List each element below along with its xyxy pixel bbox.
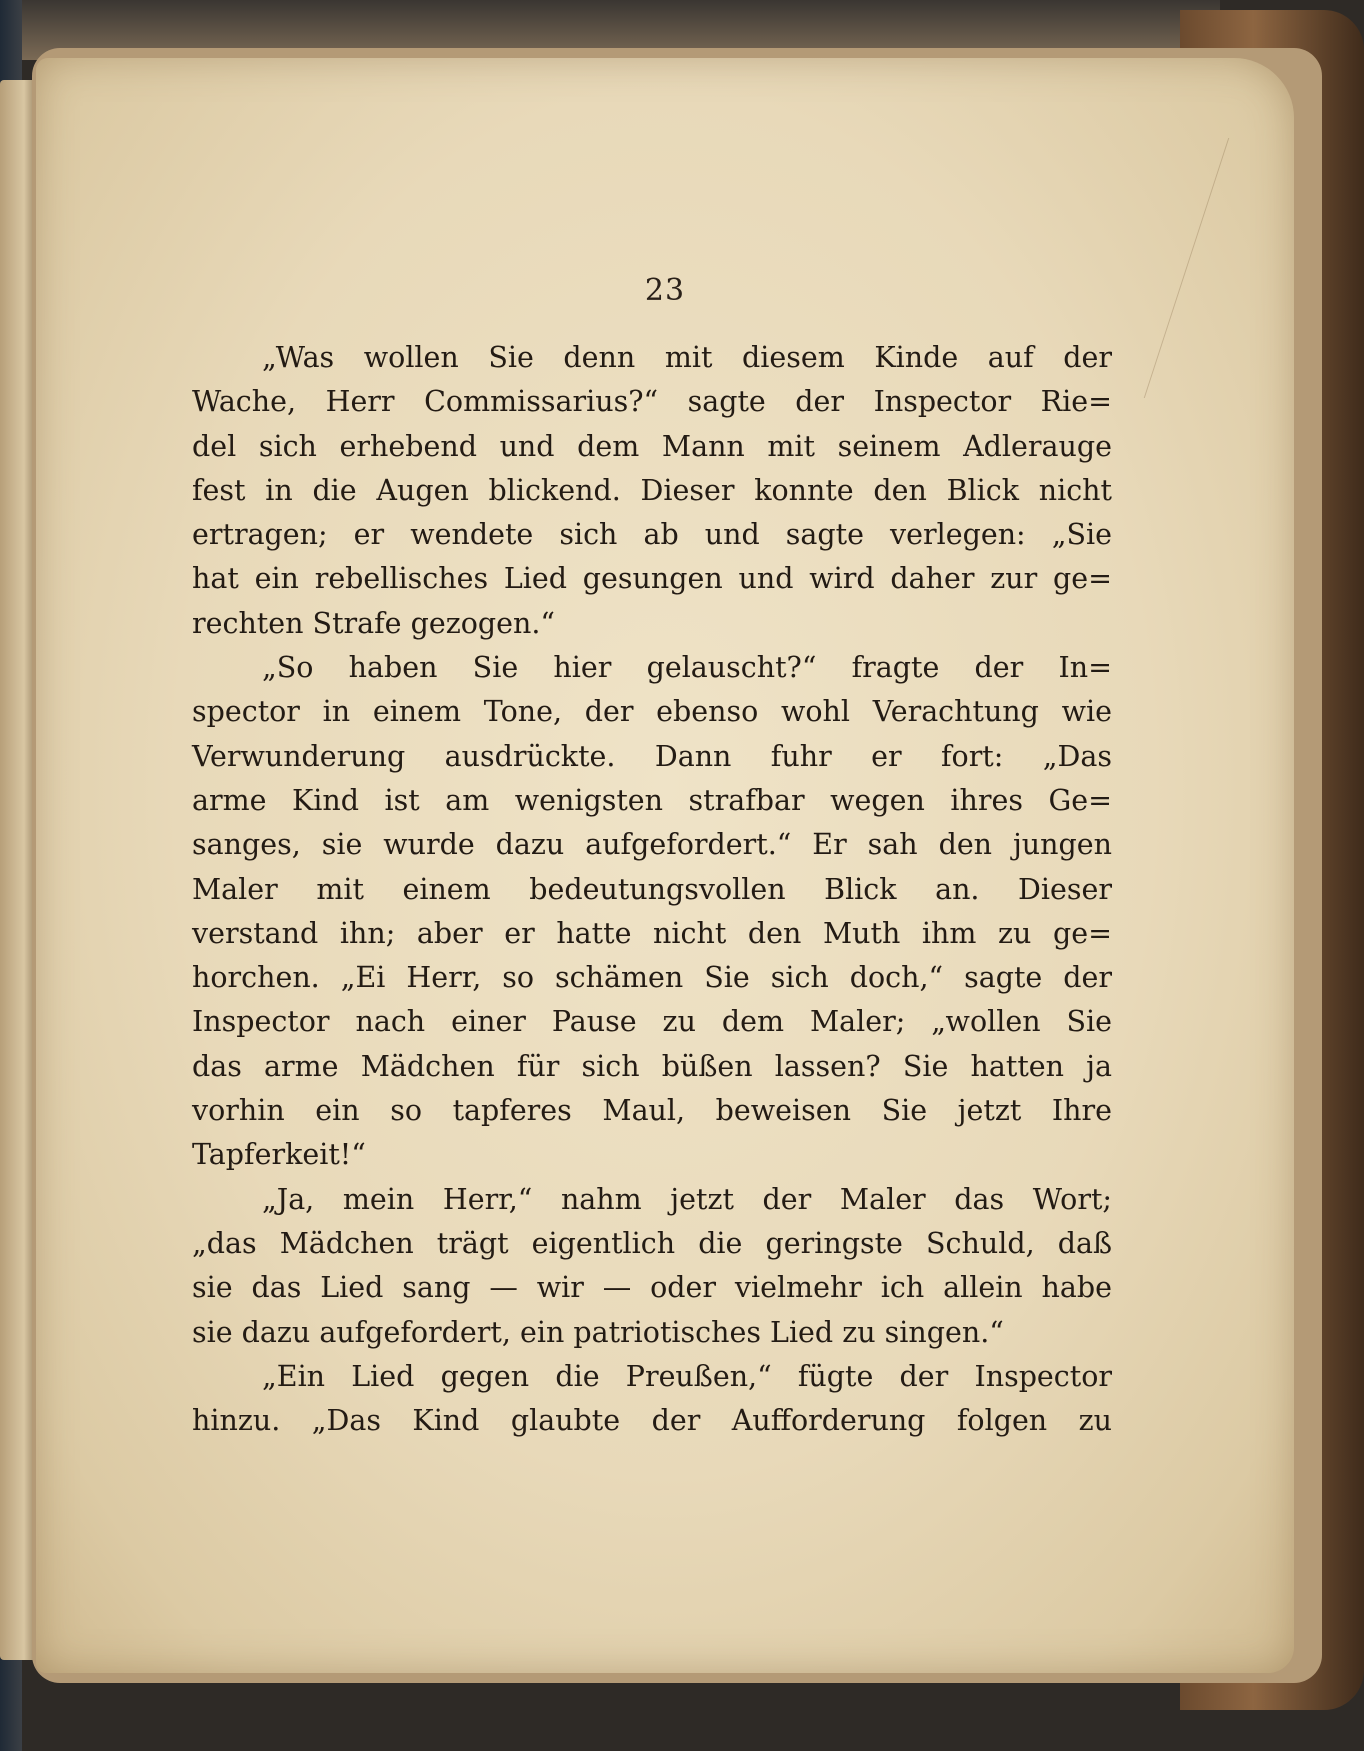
text-line: „das Mädchen trägt eigentlich die geringste Schuld, daß [192,1226,1112,1260]
page-number: 23 [644,273,686,308]
text-line: „Ja, mein Herr,“ nahm jetzt der Maler das Wort; [262,1182,1112,1216]
text-line: Maler mit einem bedeutungsvollen Blick an. Dieser [192,872,1112,906]
text-line: das arme Mädchen für sich büßen lassen? Sie hatten ja [192,1049,1112,1083]
text-line: vorhin ein so tapferes Maul, beweisen Sie jetzt Ihre [192,1094,1112,1128]
text-line: Tapferkeit!“ [192,1138,366,1172]
text-line: „Was wollen Sie denn mit diesem Kinde auf der [262,341,1112,374]
text-line: Verwunderung ausdrückte. Dann fuhr er fort: „Das [192,739,1112,773]
text-line: spector in einem Tone, der ebenso wohl Verachtung wie [192,695,1112,729]
text-line: Inspector nach einer Pause zu dem Maler; „wollen Sie [192,1005,1112,1039]
text-line: fest in die Augen blickend. Dieser konnte den Blick nicht [192,473,1112,507]
text-line: sie das Lied sang — wir — oder vielmehr ich allein habe [192,1271,1112,1305]
text-line: ertragen; er wendete sich ab und sagte verlegen: „Sie [192,518,1112,552]
body-text [192,336,1112,1443]
text-line: del sich erhebend und dem Mann mit seinem Adlerauge [192,429,1112,463]
text-line: hat ein rebellisches Lied gesungen und wird daher zur ge= [192,562,1112,596]
text-line: „Ein Lied gegen die Preußen,“ fügte der Inspector [262,1359,1112,1393]
text-line: hinzu. „Das Kind glaubte der Aufforderung folgen zu [192,1404,1112,1438]
text-line: verstand ihn; aber er hatte nicht den Muth ihm zu ge= [192,916,1112,950]
text-line: Wache, Herr Commissarius?“ sagte der Inspector Rie= [192,385,1112,419]
book-page [36,58,1294,1673]
text-line: sie dazu aufgefordert, ein patriotisches Lied zu singen.“ [192,1315,1004,1349]
text-line: „So haben Sie hier gelauscht?“ fragte der In= [262,651,1112,685]
text-line: arme Kind ist am wenigsten strafbar wegen ihres Ge= [192,783,1112,817]
text-line: horchen. „Ei Herr, so schämen Sie sich doch,“ sagte der [192,961,1112,995]
text-line: sanges, sie wurde dazu aufgefordert.“ Er sah den jungen [192,828,1112,862]
text-line: rechten Strafe gezogen.“ [192,606,555,640]
